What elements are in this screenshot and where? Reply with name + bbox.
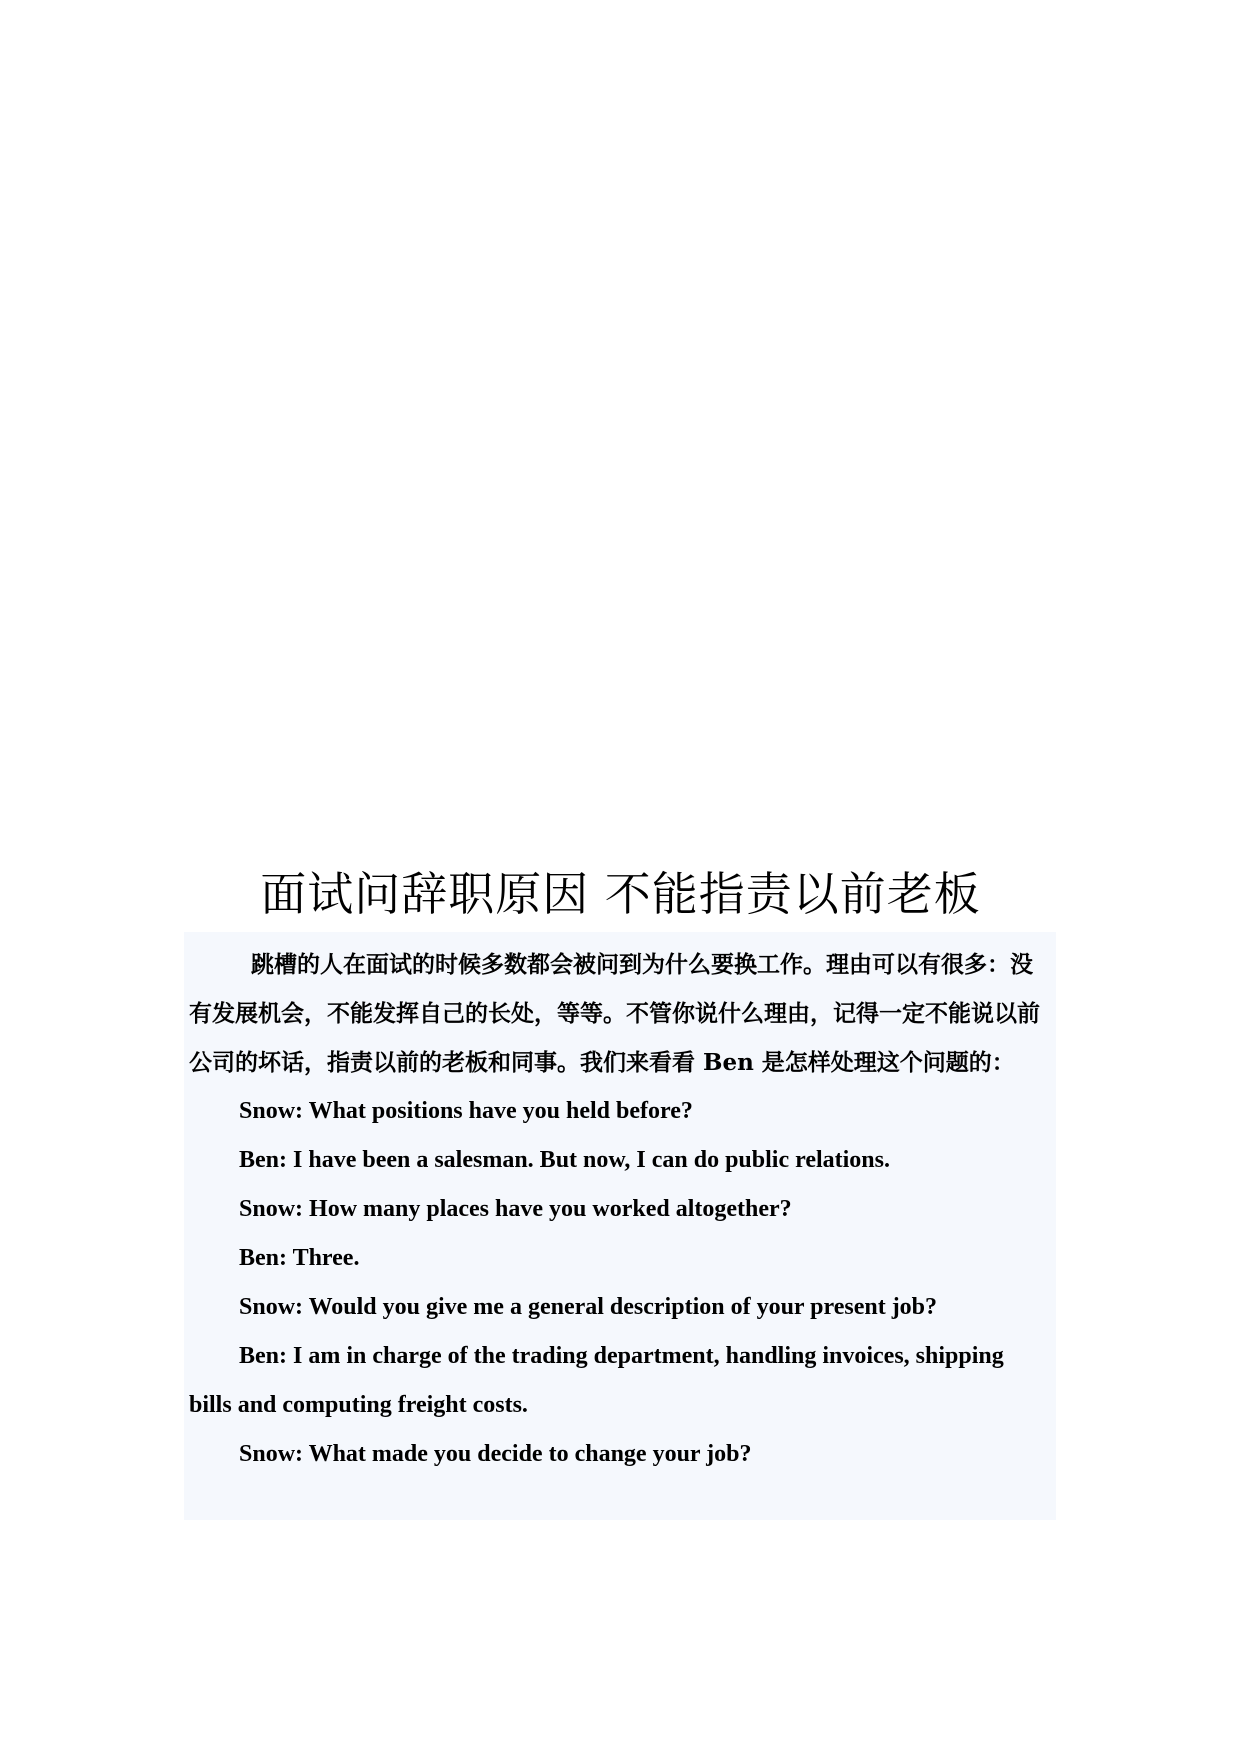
dialog-line: Snow: Would you give me a general description of your present job? (239, 1294, 938, 1320)
dialog-line: Ben: Three. (239, 1245, 360, 1271)
article-body (184, 932, 1056, 1520)
dialog-line: Snow: How many places have you worked altogether? (239, 1196, 792, 1222)
dialog-line: Ben: I have been a salesman. But now, I can do public relations. (239, 1147, 890, 1173)
dialog-line: Snow: What made you decide to change your job? (239, 1441, 752, 1467)
dialog-line: Ben: I am in charge of the trading department, handling invoices, shipping bills and computing freight costs. (189, 1343, 1004, 1418)
intro-paragraph: 跳槽的人在面试的时候多数都会被问到为什么要换工作。理由可以有很多：没有发展机会，不能发挥自己的长处，等等。不管你说什么理由，记得一定不能说以前公司的坏话，指责以前的老板和同事。我们来看看 Ben 是怎样处理这个问题的： (189, 951, 1040, 1076)
dialog-line: Snow: What positions have you held before? (239, 1098, 693, 1124)
document-title: 面试问辞职原因 不能指责以前老板 (260, 867, 981, 921)
